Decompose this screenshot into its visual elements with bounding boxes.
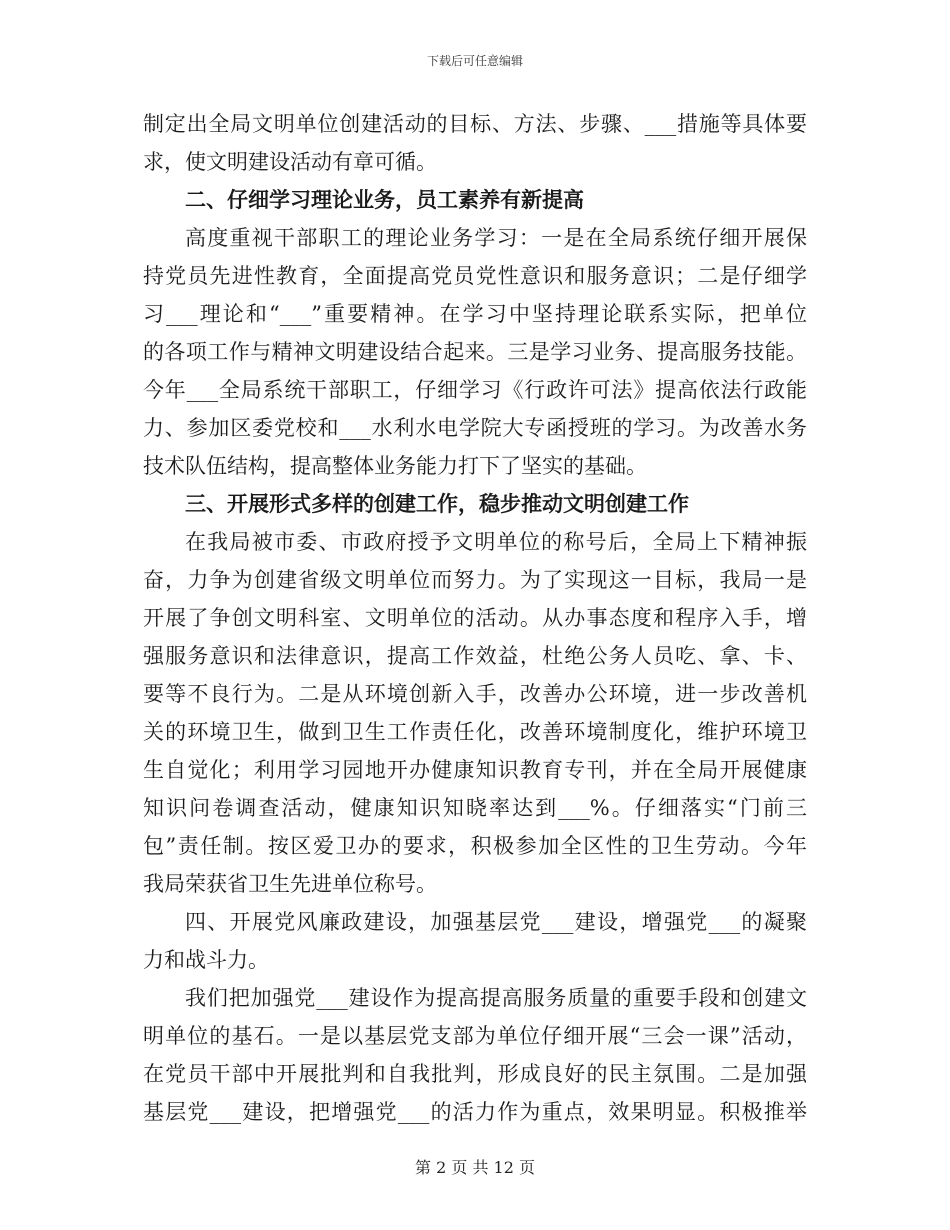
body-text-line: 生自觉化；利用学习园地开办健康知识教育专刊，并在全局开展健康: [143, 758, 807, 782]
body-text-line: 奋，力争为创建省级文明单位而努力。为了实现这一目标，我局一是: [143, 568, 807, 592]
body-text-line: 知识问卷调查活动，健康知识知晓率达到___%。仔细落实“门前三: [143, 796, 807, 820]
body-text-line: 开展了争创文明科室、文明单位的活动。从办事态度和程序入手，增: [143, 606, 807, 630]
body-text-line: 关的环境卫生，做到卫生工作责任化，改善环境制度化，维护环境卫: [143, 720, 807, 744]
body-text-line: 基层党___建设，把增强党___的活力作为重点，效果明显。积极推举: [143, 1100, 807, 1124]
body-text-line: 今年___全局系统干部职工，仔细学习《行政许可法》提高依法行政能: [143, 378, 807, 402]
section-heading: 二、仔细学习理论业务，员工素养有新提高: [185, 187, 584, 212]
body-text-line: 强服务意识和法律意识，提高工作效益，杜绝公务人员吃、拿、卡、: [143, 644, 807, 668]
body-text-line: 力、参加区委党校和___水利水电学院大专函授班的学习。为改善水务: [143, 416, 807, 440]
body-text-line: 的各项工作与精神文明建设结合起来。三是学习业务、提高服务技能。: [143, 340, 807, 364]
body-text-line: 我们把加强党___建设作为提高提高服务质量的重要手段和创建文: [185, 986, 807, 1010]
body-text-line: 在我局被市委、市政府授予文明单位的称号后，全局上下精神振: [185, 530, 807, 554]
page-header: 下载后可任意编辑: [426, 54, 523, 68]
body-text-line: 在党员干部中开展批判和自我批判，形成良好的民主氛围。二是加强: [143, 1062, 807, 1086]
body-text-line: 高度重视干部职工的理论业务学习：一是在全局系统仔细开展保: [185, 226, 807, 250]
body-text-line: 习___理论和“___”重要精神。在学习中坚持理论联系实际，把单位: [143, 302, 807, 326]
document-body: [143, 105, 807, 1131]
body-text-line: 制定出全局文明单位创建活动的目标、方法、步骤、___措施等具体要: [143, 112, 807, 136]
page-number: 第 2 页 共 12 页: [415, 1158, 535, 1177]
body-text-line: 明单位的基石。一是以基层党支部为单位仔细开展“三会一课”活动，: [143, 1024, 807, 1048]
body-text-line: 要等不良行为。二是从环境创新入手，改善办公环境，进一步改善机: [143, 682, 807, 706]
body-text-line: 包”责任制。按区爱卫办的要求，积极参加全区性的卫生劳动。今年: [143, 834, 807, 858]
body-text-line: 技术队伍结构，提高整体业务能力打下了坚实的基础。: [143, 454, 647, 478]
body-text-line: 持党员先进性教育，全面提高党员党性意识和服务意识；二是仔细学: [143, 264, 807, 288]
body-text-line: 求，使文明建设活动有章可循。: [143, 150, 437, 174]
body-text-line: 四、开展党风廉政建设，加强基层党___建设，增强党___的凝聚: [185, 910, 807, 934]
body-text-line: 我局荣获省卫生先进单位称号。: [143, 872, 437, 896]
section-heading: 三、开展形式多样的创建工作，稳步推动文明创建工作: [185, 491, 689, 516]
body-text-line: 力和战斗力。: [143, 948, 269, 972]
